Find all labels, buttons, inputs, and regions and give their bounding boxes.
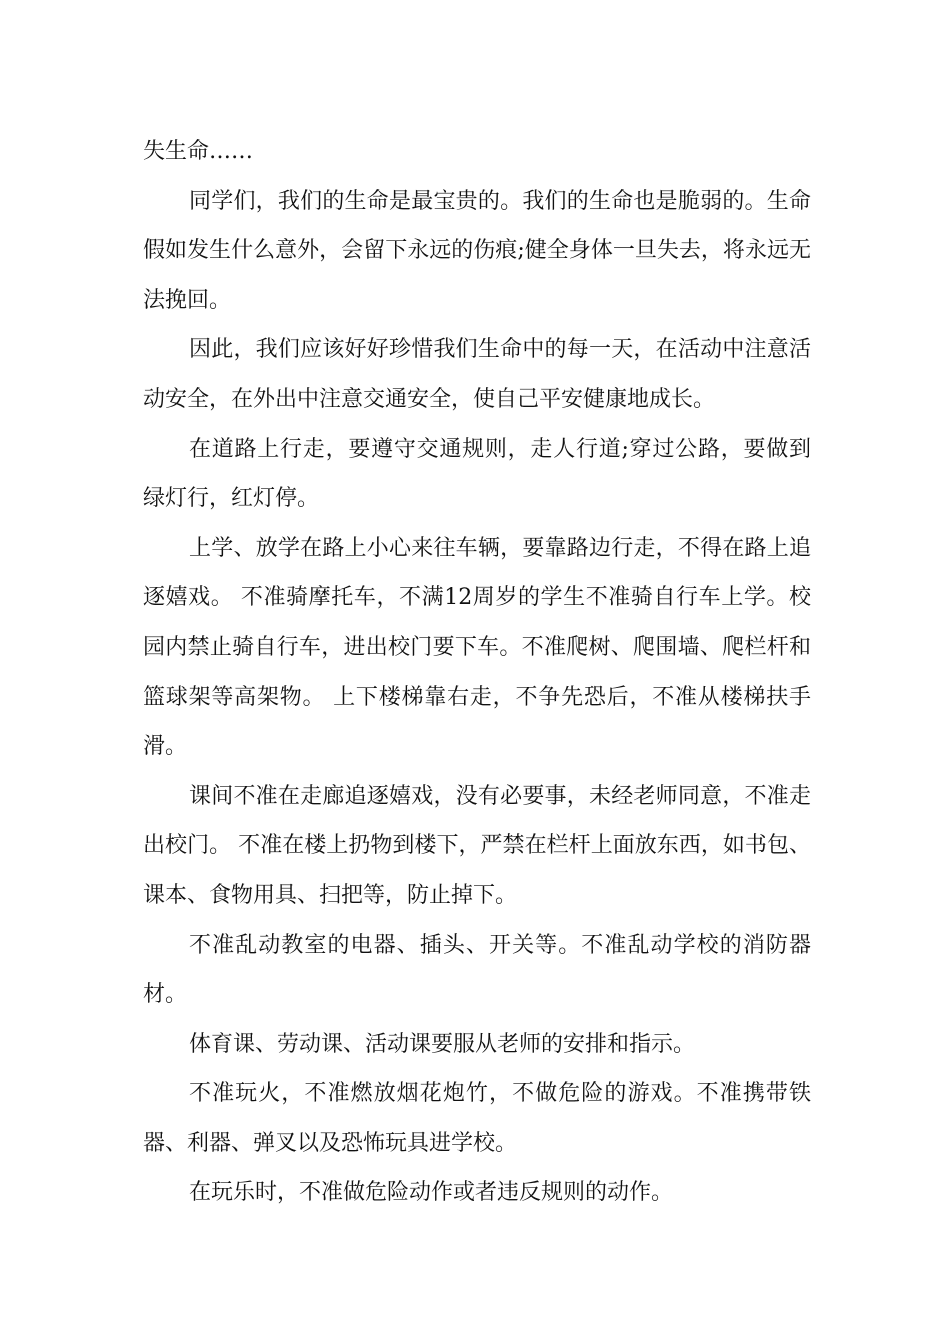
document-body: [143, 127, 811, 1218]
paragraph-fire-and-dangerous-items: 不准玩火，不准燃放烟花炮竹，不做危险的游戏。不准携带铁器、利器、弹叉以及恐怖玩具进学校。: [143, 1081, 811, 1156]
paragraph-equipment-rules: 不准乱动教室的电器、插头、开关等。不准乱动学校的消防器材。: [143, 932, 811, 1008]
paragraph-road-rules: 在道路上行走，要遵守交通规则，走人行道;穿过公路，要做到绿灯行，红灯停。: [143, 436, 811, 512]
paragraph-class-instructions: 体育课、劳动课、活动课要服从老师的安排和指示。: [189, 1031, 696, 1057]
paragraph-life-precious: 同学们，我们的生命是最宝贵的。我们的生命也是脆弱的。生命假如发生什么意外，会留下永远的伤痕;健全身体一旦失去，将永远无法挽回。: [143, 188, 811, 313]
paragraph-cherish-life: 因此，我们应该好好珍惜我们生命中的每一天，在活动中注意活动安全，在外出中注意交通安全，使自己平安健康地成长。: [143, 337, 811, 412]
paragraph-recess-rules: 课间不准在走廊追逐嬉戏，没有必要事，未经老师同意，不准走出校门。 不准在楼上扔物到楼下，严禁在栏杆上面放东西，如书包、课本、食物用具、扫把等，防止掉下。: [143, 783, 811, 908]
paragraph-play-safety: 在玩乐时，不准做危险动作或者违反规则的动作。: [189, 1180, 674, 1206]
paragraph-commute-safety: 上学、放学在路上小心来往车辆，要靠路边行走，不得在路上追逐嬉戏。 不准骑摩托车，不满12周岁的学生不准骑自行车上学。校园内禁止骑自行车，进出校门要下车。不准爬树、爬围墙、爬栏杆和篮球架等高架物。 上下楼梯靠右走，不争先恐后，不准从楼梯扶手滑。: [143, 535, 811, 760]
paragraph-continuation: 失生命……: [143, 139, 254, 164]
